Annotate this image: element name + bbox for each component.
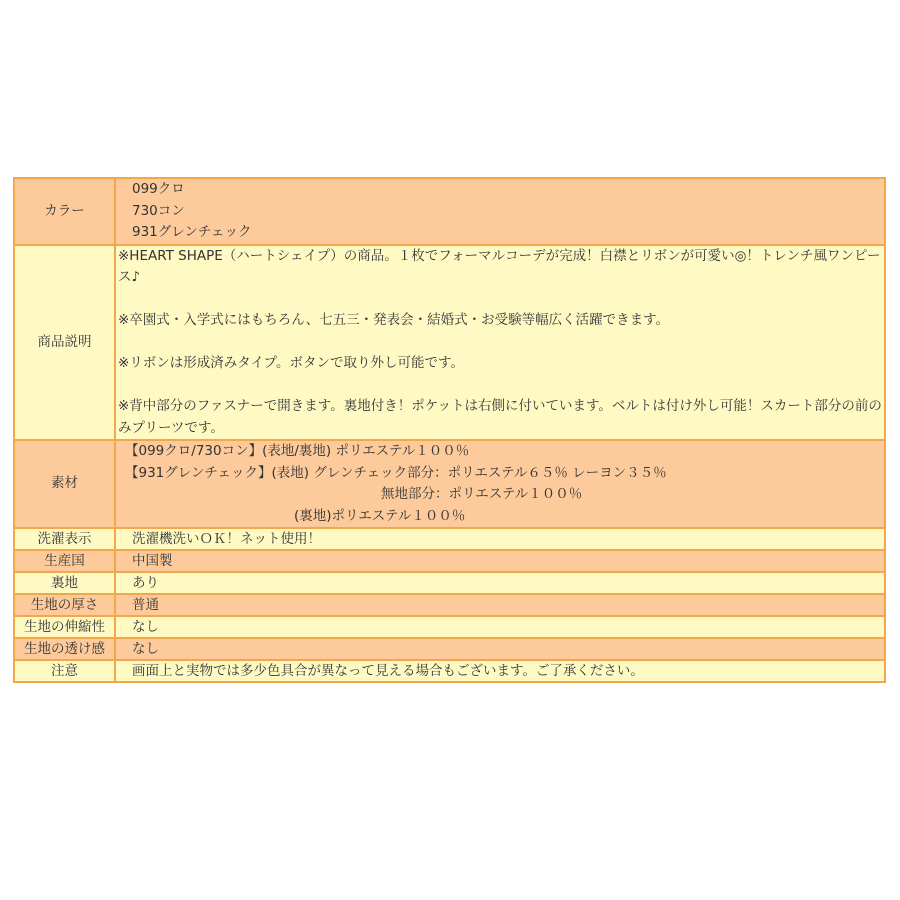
spec-label-stretch: 生地の伸縮性 [14, 616, 115, 638]
description-paragraph: ※卒園式・入学式にはもちろん、七五三・発表会・結婚式・お受験等幅広く活躍できます。 [118, 312, 670, 328]
spec-row-stretch [14, 616, 885, 638]
spec-value-description [115, 245, 885, 441]
spec-row-description [14, 245, 885, 441]
spec-row-lining [14, 572, 885, 594]
spec-row-origin [14, 550, 885, 572]
color-option: 931グレンチェック [132, 224, 252, 240]
spec-label-description: 商品説明 [14, 245, 115, 441]
spec-value-material [115, 440, 885, 528]
color-option: 099クロ [132, 181, 185, 197]
spec-row-note [14, 660, 885, 682]
spec-value-lining: あり [115, 572, 885, 594]
spec-row-sheerness [14, 638, 885, 660]
spec-value-color [115, 178, 885, 245]
spec-row-material [14, 440, 885, 528]
spec-row-washing [14, 528, 885, 550]
description-paragraph: ※背中部分のファスナーで開きます。裏地付き！ポケットは右側に付いています。ベルトは付け外し可能！スカート部分の前のみプリーツです。 [118, 398, 882, 436]
spec-row-color [14, 178, 885, 245]
spec-label-note: 注意 [14, 660, 115, 682]
spec-value-washing: 洗濯機洗いＯＫ！ネット使用！ [115, 528, 885, 550]
material-line: 無地部分：ポリエステル１００％ [381, 486, 583, 502]
spec-value-origin: 中国製 [115, 550, 885, 572]
spec-label-color: カラー [14, 178, 115, 245]
spec-value-thickness: 普通 [115, 594, 885, 616]
material-line: 【099クロ/730コン】(表地/裏地) ポリエステル１００％ [125, 443, 470, 459]
spec-label-material: 素材 [14, 440, 115, 528]
spec-label-thickness: 生地の厚さ [14, 594, 115, 616]
spec-value-note: 画面上と実物では多少色具合が異なって見える場合もございます。ご了承ください。 [115, 660, 885, 682]
spec-label-origin: 生産国 [14, 550, 115, 572]
spec-value-stretch: なし [115, 616, 885, 638]
color-option: 730コン [132, 202, 185, 219]
spec-row-thickness [14, 594, 885, 616]
material-line: (裏地)ポリエステル１００％ [294, 507, 466, 524]
spec-label-sheerness: 生地の透け感 [14, 638, 115, 660]
spec-label-washing: 洗濯表示 [14, 528, 115, 550]
product-spec-table [13, 177, 886, 683]
description-paragraph: ※リボンは形成済みタイプ。ボタンで取り外し可能です。 [118, 355, 464, 371]
material-line: 【931グレンチェック】(表地) グレンチェック部分：ポリエステル６５％ レーヨン３５％ [125, 464, 667, 481]
spec-value-sheerness: なし [115, 638, 885, 660]
spec-label-lining: 裏地 [14, 572, 115, 594]
description-paragraph: ※HEART SHAPE（ハートシェイプ）の商品。１枚でフォーマルコーデが完成！白襟とリボンが可愛い◎！トレンチ風ワンピース♪ [118, 247, 881, 285]
